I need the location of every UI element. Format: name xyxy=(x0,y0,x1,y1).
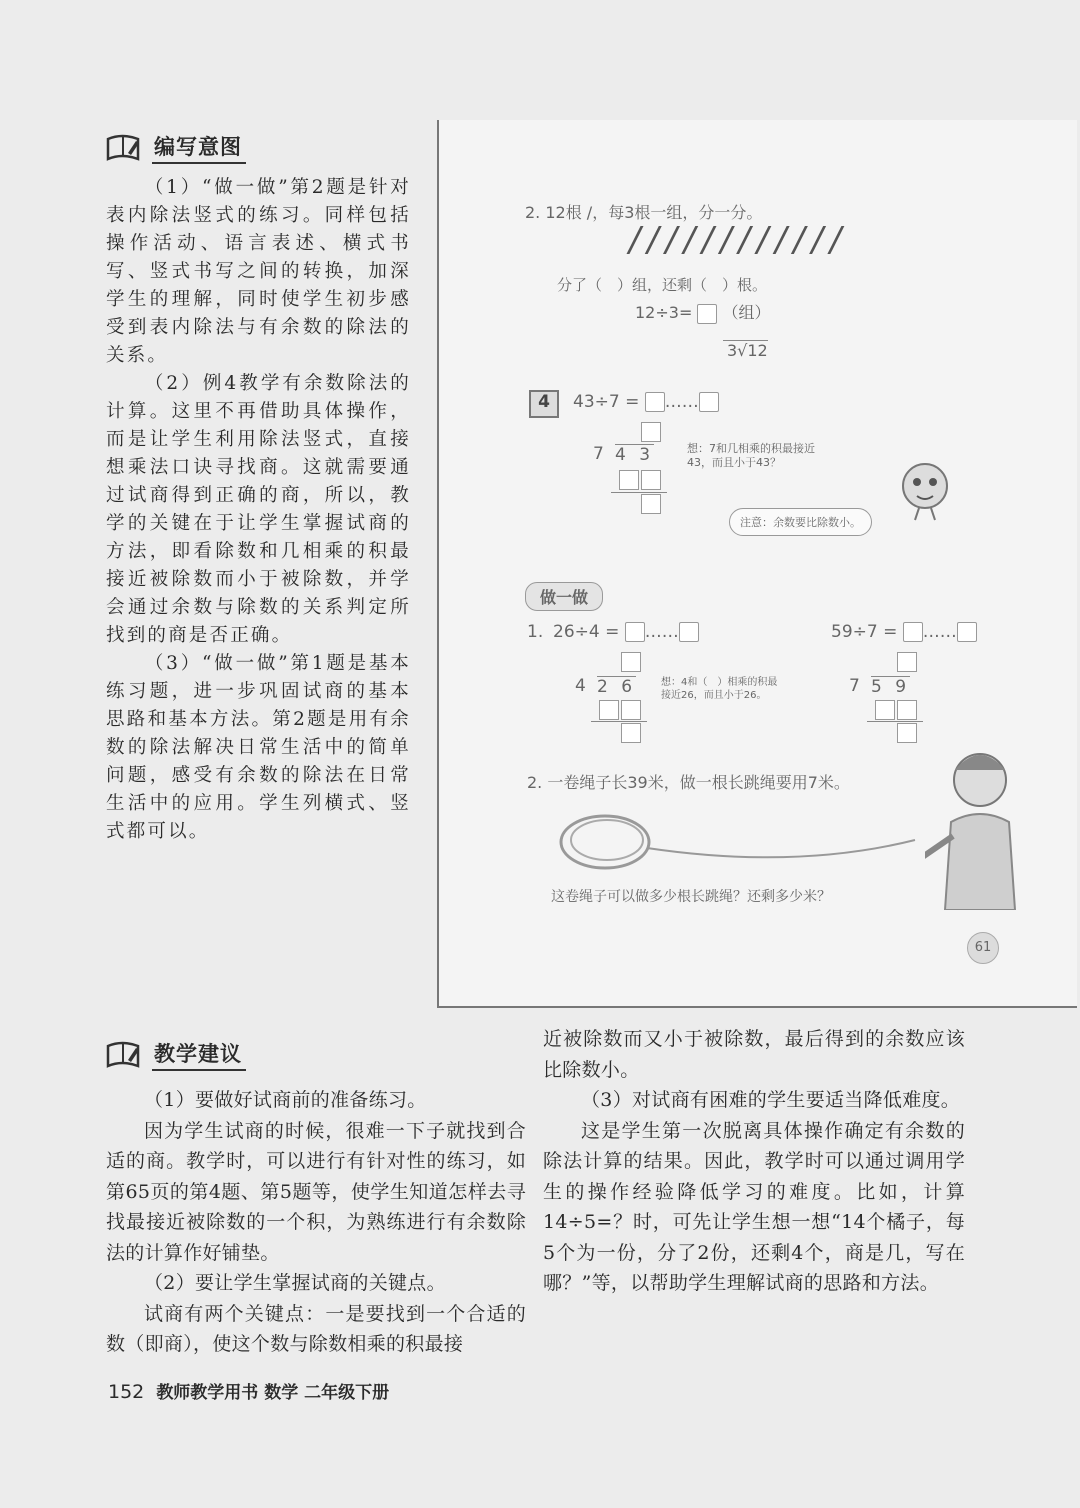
suggestion-paragraph: 近被除数而又小于被除数，最后得到的余数应该比除数小。 xyxy=(543,1028,965,1081)
ex4-dots: …… xyxy=(664,392,699,412)
remainder-box[interactable] xyxy=(699,392,719,412)
t1a-hint: 想：4和（ ）相乘的积最接近26，而且小于26。 xyxy=(661,677,778,701)
t1a-product-box-2[interactable] xyxy=(621,700,641,720)
t1b-product-box-1[interactable] xyxy=(875,700,895,720)
q2-text: 2. 12根 /，每3根一组，分一分。 xyxy=(525,203,763,222)
t1a-dots: …… xyxy=(644,622,679,642)
textbook-page xyxy=(437,120,1077,1008)
book-pen-icon xyxy=(104,1038,144,1070)
t1a-quotient-box[interactable] xyxy=(625,622,645,642)
ex4-product-box-2[interactable] xyxy=(641,470,661,490)
t2-question: 这卷绳子可以做多少根长跳绳？还剩多少米？ xyxy=(551,889,831,905)
q2-long-division: 3√12 xyxy=(723,340,768,360)
t1b-remainder-bottom-box[interactable] xyxy=(897,723,917,743)
suggestion-paragraph: （2）要让学生掌握试商的关键点。 xyxy=(144,1272,446,1294)
ex4-speech-bubble: 注意：余数要比除数小。 xyxy=(729,508,872,536)
t1b-dots: …… xyxy=(922,622,957,642)
t1a-product-box-1[interactable] xyxy=(599,700,619,720)
textbook-page-number: 61 xyxy=(967,932,999,964)
try-it-label: 做一做 xyxy=(525,582,603,611)
intent-paragraph-1: （1）“做一做”第2题是针对表内除法竖式的练习。同样包括操作活动、语言表述、横式书写、竖式书写之间的转换，加深学生的理解，同时使学生初步感受到表内除法与有余数的除法的关系。 xyxy=(106,177,411,366)
suggestions-left-column xyxy=(106,1085,526,1360)
suggestion-paragraph: 因为学生试商的时候，很难一下子就找到合适的商。教学时，可以进行有针对性的练习，如第65页的第4题、第5题等，使学生知道怎样去寻找最接近被除数的一个积，为熟练进行有余数除法的计算作好铺垫。 xyxy=(106,1119,526,1264)
section-heading-suggestions xyxy=(104,1037,246,1071)
intent-paragraph-3: （3）“做一做”第1题是基本练习题，进一步巩固试商的基本思路和基本方法。第2题是用有余数的除法解决日常生活中的简单问题，感受有余数的除法在日常生活中的应用。学生列横式、竖式都可以。 xyxy=(106,653,411,842)
t1b-quotient-top-box[interactable] xyxy=(897,652,917,672)
ex4-expression xyxy=(573,392,719,412)
ex4-quotient-box[interactable] xyxy=(641,422,661,442)
q2-unit: （组） xyxy=(722,303,771,322)
page-number: 152 xyxy=(108,1381,145,1403)
ex4-dividend: 4 3 xyxy=(615,445,655,465)
book-pen-icon xyxy=(104,131,144,163)
t1b-quotient-box[interactable] xyxy=(903,622,923,642)
ex4-hint: 想：7和几相乘的积最接近43，而且小于43？ xyxy=(687,442,815,469)
t1a-subtract-line xyxy=(591,721,647,722)
section-title: 编写意图 xyxy=(152,131,246,164)
t1a-remainder-bottom-box[interactable] xyxy=(621,723,641,743)
t1b-expr-text: 59÷7 = xyxy=(831,622,898,642)
suggestions-right-column xyxy=(543,1024,965,1299)
t1b-remainder-box[interactable] xyxy=(957,622,977,642)
ex4-subtract-line xyxy=(611,492,667,493)
t1b-divisor: 7 xyxy=(849,676,860,696)
suggestion-paragraph: （1）要做好试商前的准备练习。 xyxy=(144,1089,427,1111)
t2-text: 2. 一卷绳子长39米，做一根长跳绳要用7米。 xyxy=(527,773,850,792)
t1-number: 1. xyxy=(527,622,544,642)
t1a-expr-text: 26÷4 = xyxy=(553,622,620,642)
t1b-subtract-line xyxy=(867,721,923,722)
cartoon-character-icon xyxy=(895,456,955,522)
section-heading-intent xyxy=(104,130,246,164)
suggestion-paragraph: （3）对试商有困难的学生要适当降低难度。 xyxy=(581,1089,961,1111)
t1a-quotient-top-box[interactable] xyxy=(621,652,641,672)
ex4-divisor: 7 xyxy=(593,444,604,464)
ex4-expr-text: 43÷7 = xyxy=(573,392,640,412)
sticks-illustration: / / / / / / / / / / / / xyxy=(629,220,840,260)
q2-expr-text: 12÷3= xyxy=(635,303,693,322)
example-4-badge: 4 xyxy=(529,390,559,418)
suggestion-paragraph: 试商有两个关键点：一是要找到一个合适的数（即商），使这个数与除数相乘的积最接 xyxy=(106,1302,526,1355)
ex4-remainder-box[interactable] xyxy=(641,494,661,514)
t1b-expression xyxy=(831,622,977,642)
t1b-product-box-2[interactable] xyxy=(897,700,917,720)
t1a-divisor: 4 xyxy=(575,676,586,696)
t1a-dividend: 2 6 xyxy=(597,677,637,697)
intent-text xyxy=(106,174,411,846)
teacher-figure-icon xyxy=(925,740,1035,910)
intent-paragraph-2: （2）例4教学有余数除法的计算。这里不再借助具体操作，而是让学生利用除法竖式，直接想乘法口诀寻找商。这就需要通过试商得到正确的商，所以，教学的关键在于让学生掌握试商的方法，即看除数和几相乘的积最接近被除数而小于被除数，并学会通过余数与除数的关系判定所找到的商是否正确。 xyxy=(106,373,411,646)
t1a-expression xyxy=(553,622,699,642)
section-title: 教学建议 xyxy=(152,1038,246,1071)
page-footer xyxy=(108,1378,389,1403)
q2-fill-blank: 分了（ ）组，还剩（ ）根。 xyxy=(557,276,768,294)
ex4-product-box-1[interactable] xyxy=(619,470,639,490)
t1a-remainder-box[interactable] xyxy=(679,622,699,642)
suggestion-paragraph: 这是学生第一次脱离具体操作确定有余数的除法计算的结果。因此，教学时可以通过调用学生的操作经验降低学习的难度。比如，计算14÷5=？时，可先让学生想一想“14个橘子，每5个为一份，分了2份，还剩4个，商是几，写在哪？”等，以帮助学生理解试商的思路和方法。 xyxy=(543,1119,965,1294)
quotient-box[interactable] xyxy=(645,392,665,412)
t1b-dividend: 5 9 xyxy=(871,677,911,697)
q2-expression xyxy=(635,300,771,324)
answer-box[interactable] xyxy=(697,304,717,324)
book-title: 教师教学用书 数学 二年级下册 xyxy=(156,1383,390,1403)
